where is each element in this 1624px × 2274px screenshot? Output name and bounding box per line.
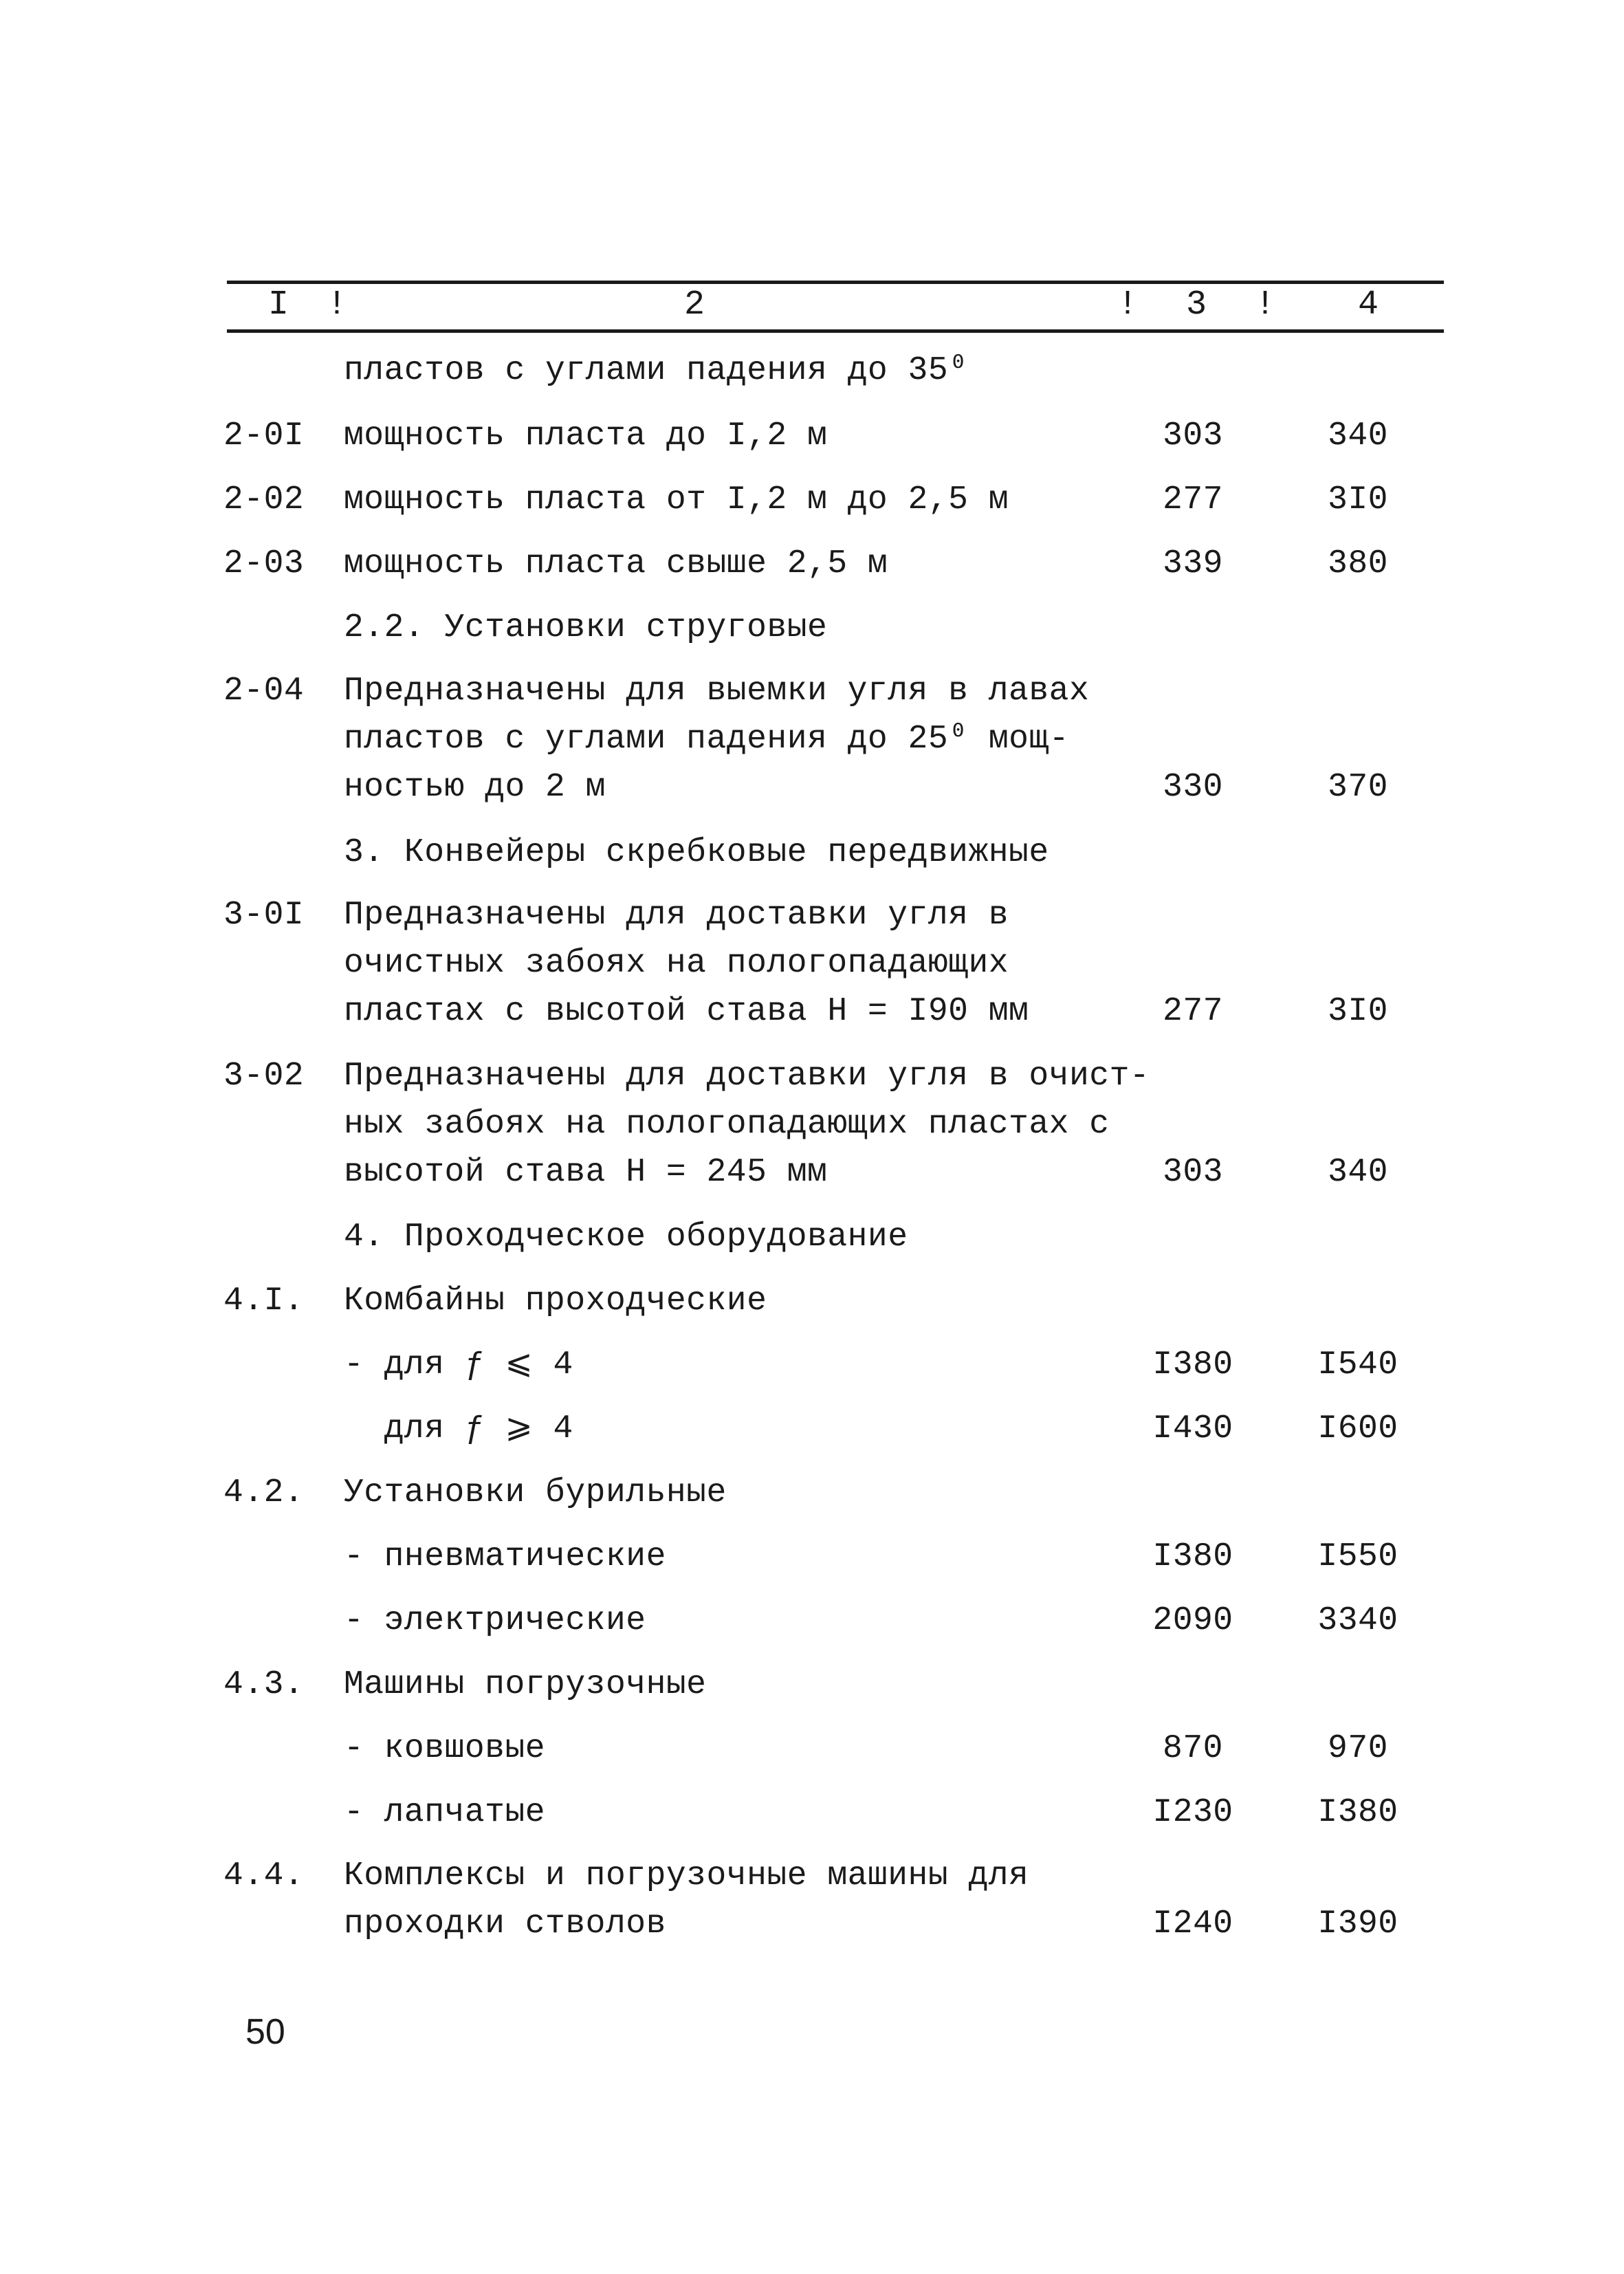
row-description: Машины погрузочные xyxy=(344,1666,707,1703)
row-value-col4: I390 xyxy=(1317,1905,1398,1943)
header-separator: ! xyxy=(326,285,347,325)
header-separator: ! xyxy=(1254,285,1275,325)
header-col-2: 2 xyxy=(683,285,705,325)
row-description: для ƒ ⩾ 4 xyxy=(344,1410,573,1447)
row-value-col3: I230 xyxy=(1152,1794,1233,1831)
row-code: 2-03 xyxy=(223,545,305,582)
row-description: - лапчатые xyxy=(344,1794,546,1831)
page-number: 50 xyxy=(245,2012,285,2052)
row-value-col3: 870 xyxy=(1163,1730,1223,1767)
row-code: 2-02 xyxy=(223,481,305,518)
row-value-col3: 330 xyxy=(1163,769,1223,806)
row-code: 4.I. xyxy=(223,1282,305,1320)
row-description: Предназначены для доставки угля в очистных забоях на пологопадающих пластах с высотой става Н = I90 мм xyxy=(344,897,1029,1030)
row-value-col3: I380 xyxy=(1152,1538,1233,1575)
row-value-col4: 370 xyxy=(1328,769,1388,806)
row-value-col4: 3I0 xyxy=(1328,993,1388,1030)
row-description: Комбайны проходческие xyxy=(344,1282,767,1320)
row-description: 2.2. Установки струговые xyxy=(344,609,828,646)
header-bottom-rule xyxy=(227,329,1444,333)
row-value-col4: I380 xyxy=(1317,1794,1398,1831)
row-value-col3: 277 xyxy=(1163,993,1223,1030)
header-col-1: I xyxy=(267,285,289,325)
row-description: - электрические xyxy=(344,1602,646,1639)
row-description: мощность пласта от I,2 м до 2,5 м xyxy=(344,481,1009,518)
header-col-4: 4 xyxy=(1357,285,1379,325)
row-code: 4.4. xyxy=(223,1857,305,1894)
row-value-col4: I600 xyxy=(1317,1410,1398,1447)
row-value-col3: I240 xyxy=(1152,1905,1233,1943)
header-col-3: 3 xyxy=(1185,285,1207,325)
row-code: 3-0I xyxy=(223,897,305,934)
header-separator: ! xyxy=(1117,285,1138,325)
row-description: - ковшовые xyxy=(344,1730,546,1767)
row-description: Установки бурильные xyxy=(344,1474,727,1511)
row-value-col4: I550 xyxy=(1317,1538,1398,1575)
row-description: - пневматические xyxy=(344,1538,666,1575)
row-value-col4: 380 xyxy=(1328,545,1388,582)
row-code: 4.2. xyxy=(223,1474,305,1511)
row-description: 4. Проходческое оборудование xyxy=(344,1218,908,1256)
row-value-col3: I380 xyxy=(1152,1346,1233,1384)
row-description: Комплексы и погрузочные машины для проходки стволов xyxy=(344,1857,1029,1943)
row-code: 3-02 xyxy=(223,1058,305,1095)
row-value-col3: 339 xyxy=(1163,545,1223,582)
row-code: 2-04 xyxy=(223,673,305,710)
row-description: пластов с углами падения до 35⁰ xyxy=(344,352,969,389)
row-code: 2-0I xyxy=(223,417,305,455)
row-description: мощность пласта до I,2 м xyxy=(344,417,828,455)
row-value-col4: 3I0 xyxy=(1328,481,1388,518)
row-value-col3: 2090 xyxy=(1152,1602,1233,1639)
row-value-col4: 340 xyxy=(1328,1154,1388,1191)
row-description: мощность пласта свыше 2,5 м xyxy=(344,545,888,582)
row-value-col4: 970 xyxy=(1328,1730,1388,1767)
row-value-col3: I430 xyxy=(1152,1410,1233,1447)
row-code: 4.3. xyxy=(223,1666,305,1703)
row-value-col3: 303 xyxy=(1163,1154,1223,1191)
row-description: 3. Конвейеры скребковые передвижные xyxy=(344,834,1049,871)
row-value-col4: 340 xyxy=(1328,417,1388,455)
row-description: Предназначены для выемки угля в лавах пластов с углами падения до 25⁰ мощ- ностью до 2 м xyxy=(344,673,1090,806)
row-description: Предназначены для доставки угля в очист- ных забоях на пологопадающих пластах с высотой става Н = 245 мм xyxy=(344,1058,1150,1191)
row-value-col4: 3340 xyxy=(1317,1602,1398,1639)
row-value-col4: I540 xyxy=(1317,1346,1398,1384)
row-description: - для ƒ ⩽ 4 xyxy=(344,1346,573,1384)
row-value-col3: 277 xyxy=(1163,481,1223,518)
row-value-col3: 303 xyxy=(1163,417,1223,455)
